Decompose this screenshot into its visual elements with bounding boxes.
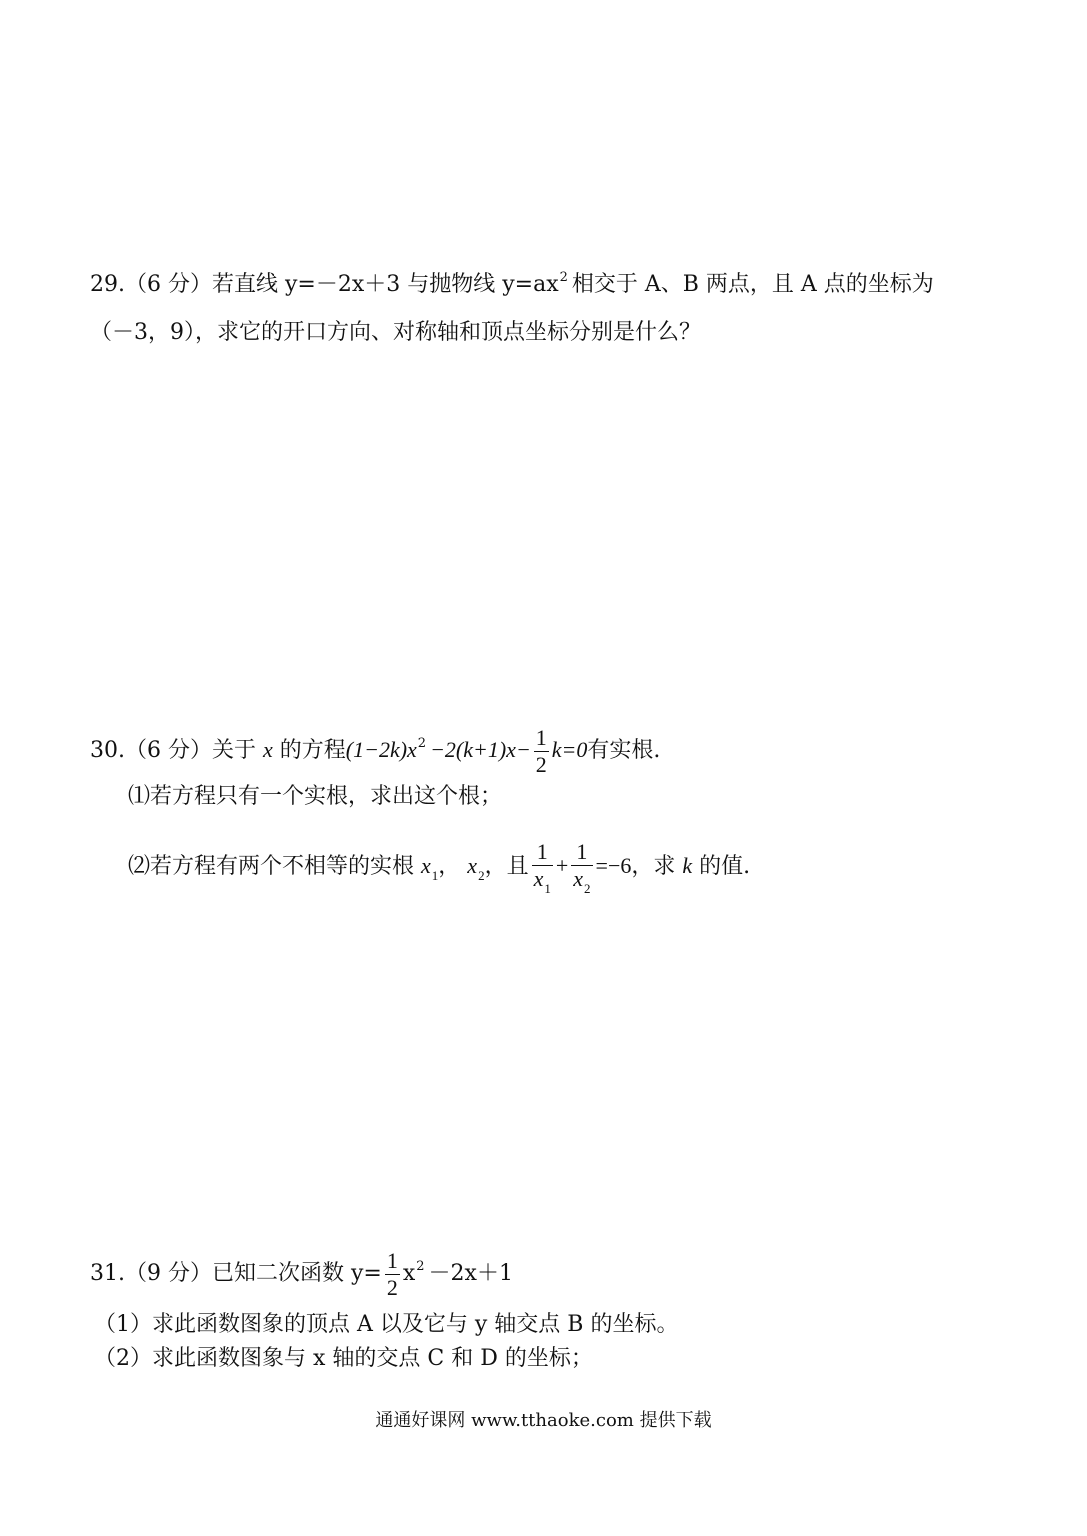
q30-x1: x	[421, 853, 431, 878]
q30-sub1-text: ⑴若方程只有一个实根，求出这个根；	[128, 784, 503, 809]
q30-var-x: x	[262, 737, 273, 762]
q30-suffix: 有实根.	[587, 738, 661, 763]
q30-comma: ，	[438, 854, 461, 879]
q30-f1-den-sub: 1	[544, 881, 551, 896]
q30-sub2-prefix: ⑵若方程有两个不相等的实根	[128, 854, 415, 879]
q30-f1-num: 1	[536, 839, 548, 864]
q29-line1	[90, 270, 934, 303]
q30-plus: +	[555, 853, 569, 878]
q29-exponent: 2	[559, 270, 568, 285]
q30-sub2-suffix-a: ，求	[631, 854, 676, 879]
q31-sub1	[94, 1310, 678, 1340]
q30-fraction-1-over-x1	[532, 839, 553, 895]
q31-frac-den: 2	[386, 1274, 398, 1300]
q31-x: x	[402, 1261, 416, 1286]
q31-fraction-half	[385, 1248, 400, 1301]
q30-eq-rhs: =−6	[595, 853, 632, 878]
q30-f2-den-sub: 2	[584, 881, 591, 896]
q30-sub2	[128, 836, 750, 899]
q29-line2	[90, 318, 701, 348]
q30-prefix: 30.（6 分）关于	[90, 738, 256, 763]
q30-eq-part1: (1−2k)x	[345, 737, 417, 762]
q30-sub2-suffix-b: 的值.	[699, 854, 751, 879]
q30-eq-part2: −2(k+1)x−	[430, 737, 531, 762]
q31-sub1-text: （1）求此函数图象的顶点 A 以及它与 y 轴交点 B 的坐标。	[94, 1312, 679, 1337]
q31-prefix: 31.（9 分）已知二次函数 y=	[90, 1261, 382, 1286]
q30-eq-exponent: 2	[417, 736, 427, 751]
q30-fraction-1-over-x2	[571, 839, 592, 895]
page-footer: 通通好课网 www.tthaoke.com 提供下载	[375, 1410, 712, 1431]
q30-frac-den: 2	[535, 751, 547, 777]
q30-mid: 的方程	[279, 738, 346, 763]
q30-f1-den-var: x	[533, 866, 544, 891]
q30-frac-num: 1	[535, 724, 547, 750]
q31-frac-num: 1	[386, 1247, 398, 1273]
q30-f1-den	[532, 866, 553, 895]
q31-sub2-text: （2）求此函数图象与 x 轴的交点 C 和 D 的坐标；	[94, 1346, 593, 1371]
q30-fraction-half	[534, 725, 549, 778]
q31-line1	[90, 1244, 513, 1307]
q30-x2: x	[467, 853, 478, 878]
q30-f2-num: 1	[576, 839, 588, 864]
q30-f2-den-var: x	[573, 866, 584, 891]
q30-k: k	[682, 853, 693, 878]
q31-rest: －2x＋1	[428, 1261, 513, 1286]
q31-sub2	[94, 1344, 593, 1374]
q29-text-c: （－3，9），求它的开口方向、对称轴和顶点坐标分别是什么？	[90, 320, 701, 345]
q30-eq-part3: k=0	[551, 737, 588, 762]
q30-x2-sub: 2	[478, 868, 485, 883]
q30-f2-den	[571, 866, 592, 895]
q29-text-b: 相交于 A、B 两点，且 A 点的坐标为	[571, 272, 934, 297]
q30-x1-sub: 1	[431, 868, 439, 883]
q30-sub2-mid: ，且	[484, 854, 529, 879]
q31-exponent: 2	[416, 1259, 425, 1274]
q30-line1	[90, 720, 660, 784]
q29-text-a: 29.（6 分）若直线 y=－2x＋3 与抛物线 y=ax	[90, 272, 559, 297]
q30-sub1	[128, 782, 502, 812]
